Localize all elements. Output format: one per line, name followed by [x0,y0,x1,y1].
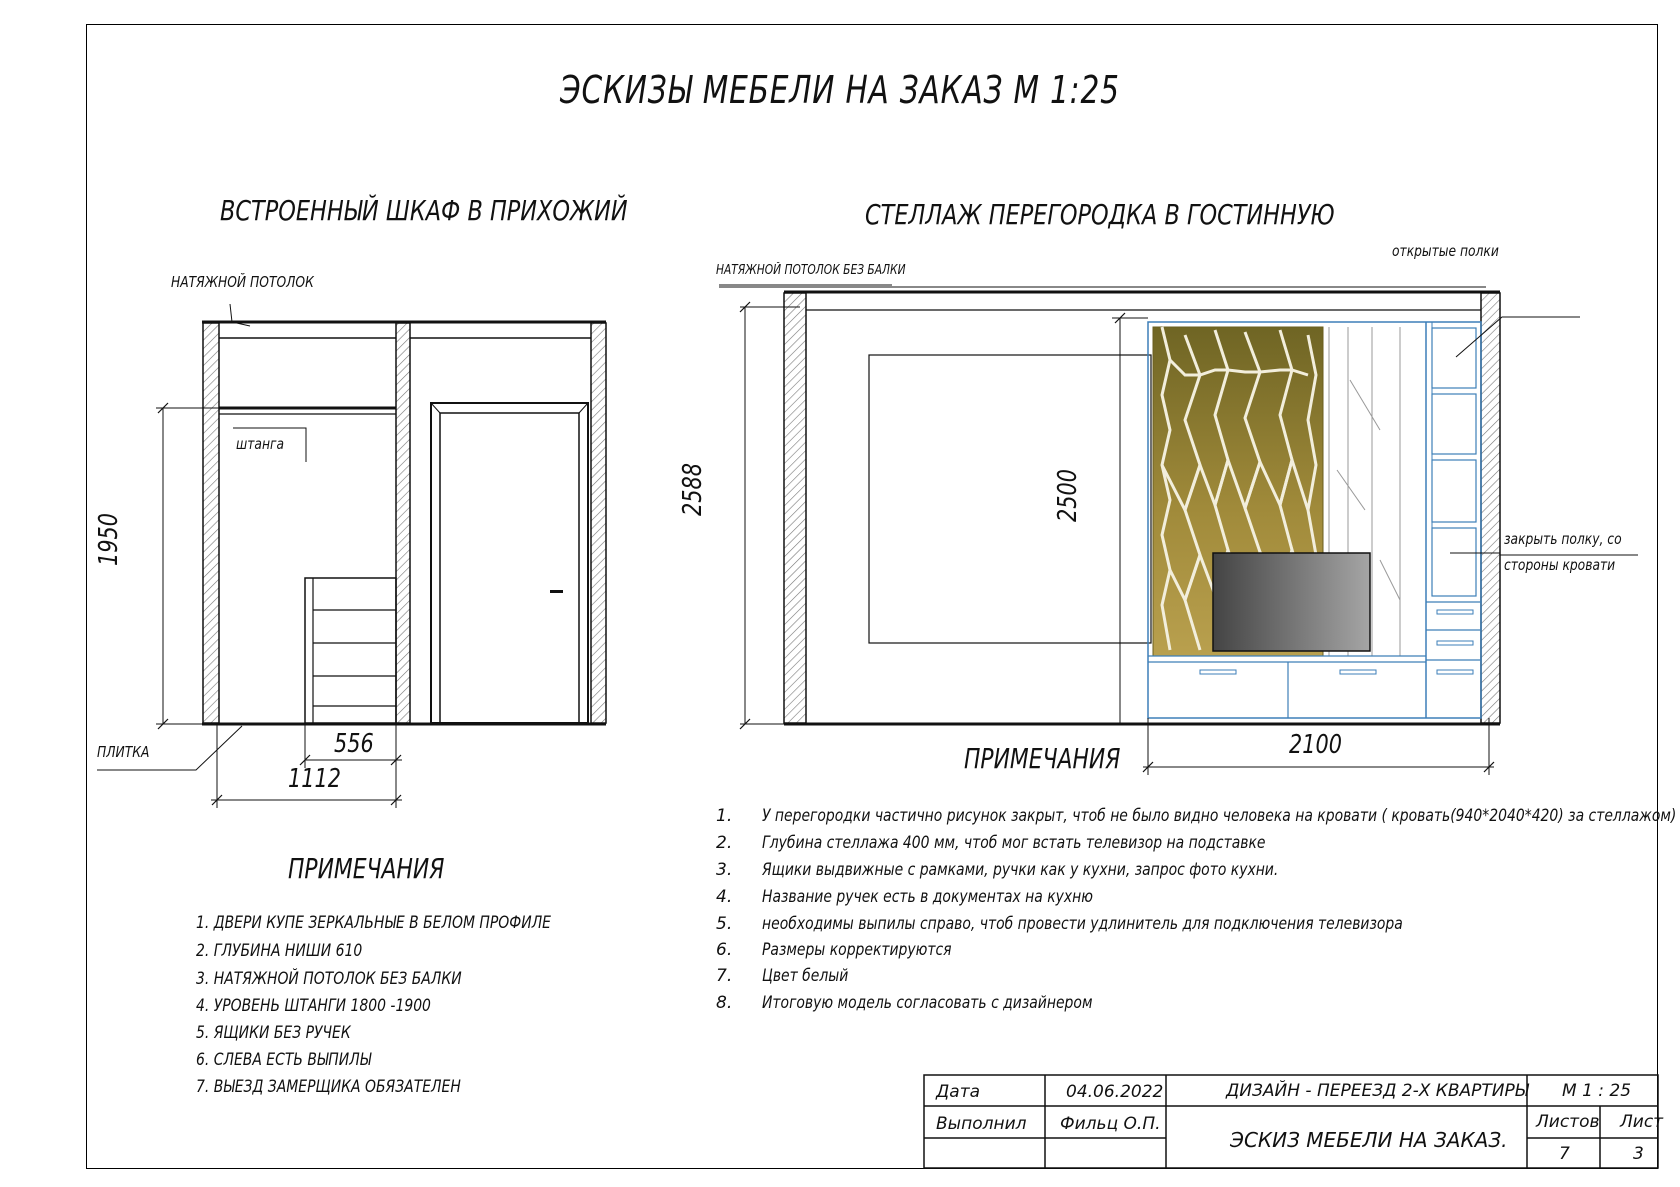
partition-elevation [719,285,1638,775]
list-item: 2. ГЛУБИНА НИШИ 610 [196,941,363,961]
stamp-date-value: 04.06.2022 [1066,1082,1164,1102]
list-item: Название ручек есть в документах на кухню [762,887,1094,907]
stamp-sheet-title: ЭСКИЗ МЕБЕЛИ НА ЗАКАЗ. [1230,1128,1508,1152]
list-item: 4. УРОВЕНЬ ШТАНГИ 1800 -1900 [196,996,431,1016]
wardrobe-title: ВСТРОЕННЫЙ ШКАФ В ПРИХОЖИЙ [220,194,628,227]
list-item: У перегородки частично рисунок закрыт, чтоб не было видно человека на кровати ( кровать(940*2040*420) за стеллажом) [762,806,1677,826]
dim-room-height: 2588 [677,463,708,516]
list-item: 3. НАТЯЖНОЙ ПОТОЛОК БЕЗ БАЛКИ [196,969,462,989]
dim-wardrobe-height: 1950 [93,513,124,566]
list-item: необходимы выпилы справо, чтоб провести удлинитель для подключения телевизора [762,914,1403,934]
stamp-sheet-value: 3 [1633,1144,1644,1164]
label-rod: штанга [236,435,285,453]
list-item-number: 5. [716,914,733,934]
label-ceiling-no-beam: НАТЯЖНОЙ ПОТОЛОК БЕЗ БАЛКИ [716,263,906,278]
door-handle [550,590,563,593]
stamp-sheets-label: Листов [1536,1112,1600,1132]
stamp-sheets-value: 7 [1559,1144,1570,1164]
stamp-date-label: Дата [936,1082,981,1102]
label-floor-tile: ПЛИТКА [97,743,150,761]
sheet-title: ЭСКИЗЫ МЕБЕЛИ НА ЗАКАЗ М 1:25 [560,68,1120,112]
dim-drawer-width: 556 [334,729,374,759]
stamp-sheet-label: Лист [1620,1112,1664,1132]
partition-notes-title: ПРИМЕЧАНИЯ [964,742,1121,775]
list-item-number: 6. [716,940,733,960]
partition-title: СТЕЛЛАЖ ПЕРЕГОРОДКА В ГОСТИННУЮ [865,198,1335,231]
wardrobe-notes-title: ПРИМЕЧАНИЯ [288,852,445,885]
label-stretch-ceiling: НАТЯЖНОЙ ПОТОЛОК [171,273,314,291]
list-item: Глубина стеллажа 400 мм, чтоб мог встать телевизор на подставке [762,833,1266,853]
stamp-scale: М 1 : 25 [1562,1081,1632,1101]
label-close-shelf-line2: стороны кровати [1504,556,1616,574]
list-item: Итоговую модель согласовать с дизайнером [762,993,1093,1013]
stamp-author-value: Фильц О.П. [1060,1114,1161,1134]
dim-shelving-width: 2100 [1289,730,1342,760]
list-item: Ящики выдвижные с рамками, ручки как у кухни, запрос фото кухни. [762,860,1279,880]
label-open-shelves: открытые полки [1392,242,1499,260]
dim-shelving-height: 2500 [1052,469,1083,522]
list-item-number: 4. [716,887,733,907]
list-item-number: 1. [716,806,733,826]
list-item-number: 7. [716,966,733,986]
list-item: Размеры корректируются [762,940,952,960]
list-item: 1. ДВЕРИ КУПЕ ЗЕРКАЛЬНЫЕ В БЕЛОМ ПРОФИЛЕ [196,913,551,933]
list-item-number: 3. [716,860,733,880]
label-close-shelf-line1: закрыть полку, со [1504,530,1622,548]
list-item: 6. СЛЕВА ЕСТЬ ВЫПИЛЫ [196,1050,372,1070]
list-item: 5. ЯЩИКИ БЕЗ РУЧЕК [196,1023,351,1043]
list-item-number: 2. [716,833,733,853]
stamp-project: ДИЗАЙН - ПЕРЕЕЗД 2-Х КВАРТИРЫ [1226,1081,1529,1101]
stamp-author-label: Выполнил [936,1114,1027,1134]
title-block [922,1072,1664,1170]
dim-wardrobe-width: 1112 [288,764,341,794]
list-item: Цвет белый [762,966,849,986]
list-item: 7. ВЫЕЗД ЗАМЕРЩИКА ОБЯЗАТЕЛЕН [196,1077,461,1097]
list-item-number: 8. [716,993,733,1013]
